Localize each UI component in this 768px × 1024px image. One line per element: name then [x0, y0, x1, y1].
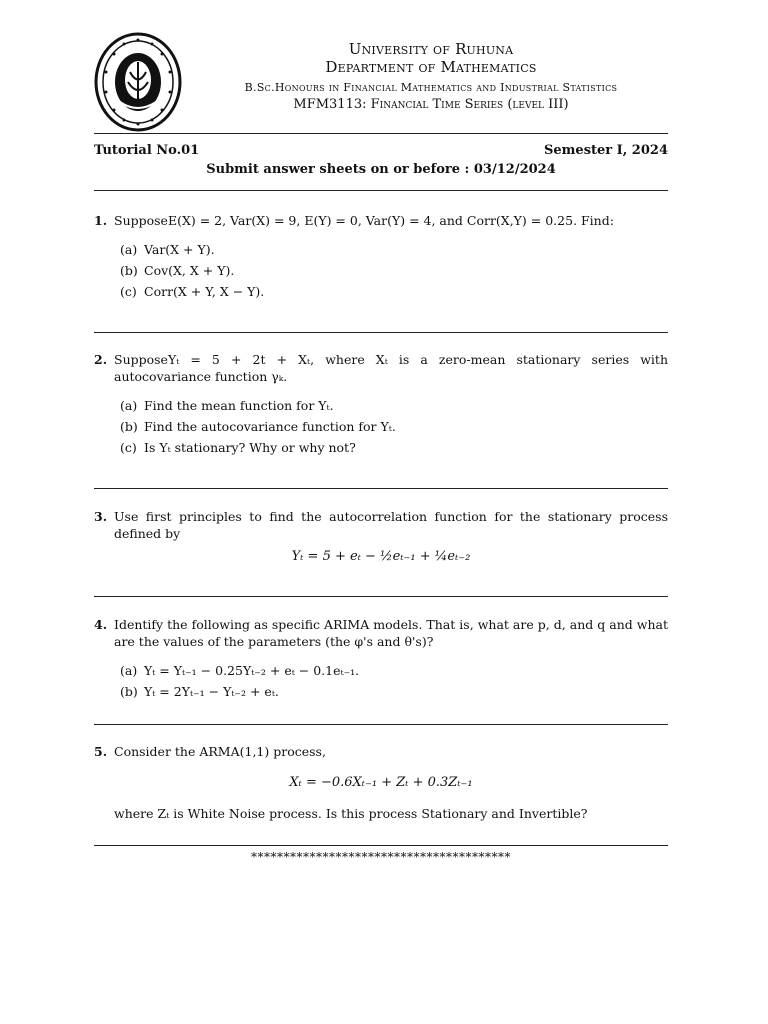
question-2: [94, 351, 668, 458]
course-title: MFM3113: Financial Time Series (level III): [293, 97, 569, 112]
part-text: Corr(X + Y, X − Y).: [144, 284, 265, 299]
submission-deadline: Submit answer sheets on or before : 03/12/2024: [206, 162, 556, 177]
document-header: [190, 40, 672, 113]
part-label: (b): [120, 263, 138, 278]
question-1: [94, 212, 668, 302]
question-text: Consider the ARMA(1,1) process,: [114, 744, 326, 759]
part-text: Var(X + Y).: [144, 242, 215, 257]
divider: [94, 596, 668, 597]
question-number: 5.: [94, 744, 108, 759]
question-part: [120, 416, 668, 437]
question-part: [120, 681, 668, 702]
part-text: Cov(X, X + Y).: [144, 263, 235, 278]
question-number: 1.: [94, 213, 108, 228]
part-label: (b): [120, 419, 138, 434]
divider: [94, 488, 668, 489]
part-label: (c): [120, 440, 137, 455]
question-part: [120, 260, 668, 281]
part-text: Is Yₜ stationary? Why or why not?: [144, 440, 356, 455]
question-number: 3.: [94, 509, 108, 524]
display-formula: Xₜ = −0.6Xₜ₋₁ + Zₜ + 0.3Zₜ₋₁: [289, 775, 473, 790]
question-parts: [120, 239, 668, 302]
footer-stars: ****************************************: [251, 850, 511, 864]
part-label: (a): [120, 663, 138, 678]
university-logo: [94, 32, 182, 132]
part-label: (a): [120, 398, 138, 413]
university-name: University of Ruhuna: [348, 40, 514, 58]
department-name: Department of Mathematics: [325, 58, 537, 76]
part-label: (a): [120, 242, 138, 257]
question-part: [120, 239, 668, 260]
question-part: [120, 281, 668, 302]
question-part: [120, 395, 668, 416]
programme-name: B.Sc.Honours in Financial Mathematics and Industrial Statistics: [244, 81, 618, 94]
divider: [94, 724, 668, 725]
part-label: (c): [120, 284, 137, 299]
question-5: [94, 743, 668, 822]
tutorial-number: Tutorial No.01: [94, 143, 200, 158]
part-text: Yₜ = Yₜ₋₁ − 0.25Yₜ₋₂ + eₜ − 0.1eₜ₋₁.: [144, 663, 360, 678]
divider: [94, 133, 668, 134]
semester-label: Semester I, 2024: [544, 143, 668, 158]
part-text: Find the mean function for Yₜ.: [144, 398, 334, 413]
question-followup: where Zₜ is White Noise process. Is this process Stationary and Invertible?: [114, 806, 588, 821]
question-parts: [120, 660, 668, 702]
question-3: [94, 508, 668, 565]
question-number: 4.: [94, 617, 108, 632]
divider: [94, 845, 668, 846]
part-text: Find the autocovariance function for Yₜ.: [144, 419, 396, 434]
question-text: SupposeE(X) = 2, Var(X) = 9, E(Y) = 0, Var(Y) = 4, and Corr(X,Y) = 0.25. Find:: [114, 213, 614, 228]
question-parts: [120, 395, 668, 458]
question-part: [120, 437, 668, 458]
part-text: Yₜ = 2Yₜ₋₁ − Yₜ₋₂ + eₜ.: [144, 684, 279, 699]
question-text: SupposeYₜ = 5 + 2t + Xₜ, where Xₜ is a zero-mean stationary series with autocovariance function γₖ.: [114, 352, 668, 384]
display-formula: Yₜ = 5 + eₜ − ½eₜ₋₁ + ¼eₜ₋₂: [291, 549, 471, 564]
divider: [94, 332, 668, 333]
question-number: 2.: [94, 352, 108, 367]
question-text: Use first principles to find the autocorrelation function for the stationary process defined by: [114, 509, 668, 541]
question-part: [120, 660, 668, 681]
question-text: Identify the following as specific ARIMA models. That is, what are p, d, and q and what are the values of the parameters (the φ's and θ's)?: [114, 617, 668, 649]
divider: [94, 190, 668, 191]
part-label: (b): [120, 684, 138, 699]
question-4: [94, 616, 668, 702]
